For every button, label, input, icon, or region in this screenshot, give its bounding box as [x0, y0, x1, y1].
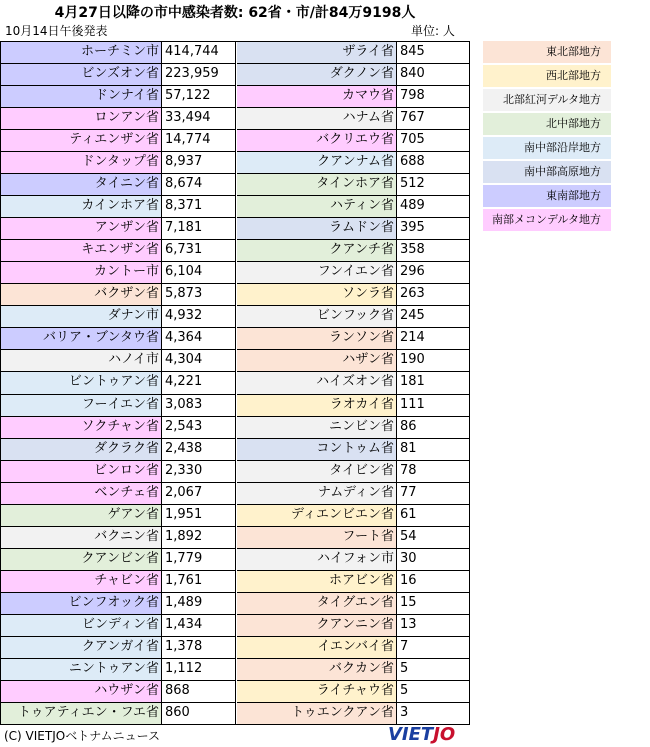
province-name: ハイフォン市 — [237, 549, 397, 570]
province-name: ホアビン省 — [237, 571, 397, 592]
case-count: 181 — [397, 372, 469, 393]
date-note: 10月14日午後発表 — [5, 24, 108, 38]
province-name: ハウザン省 — [1, 681, 162, 702]
province-name: フンイエン省 — [237, 262, 397, 283]
case-count: 1,761 — [162, 571, 235, 592]
case-count: 489 — [397, 196, 469, 217]
province-name: ドンナイ省 — [1, 86, 162, 107]
table-row — [237, 549, 469, 571]
region-legend — [483, 41, 611, 233]
table-row — [1, 439, 235, 461]
province-name: コントゥム省 — [237, 439, 397, 460]
province-name: タイグエン省 — [237, 593, 397, 614]
province-name: ハザン省 — [237, 350, 397, 371]
province-name: タイニン省 — [1, 174, 162, 195]
case-count: 8,674 — [162, 174, 235, 195]
case-count: 78 — [397, 461, 469, 482]
province-name: ホーチミン市 — [1, 42, 162, 63]
case-count: 688 — [397, 152, 469, 173]
table-row — [1, 417, 235, 439]
vietjo-logo — [388, 724, 455, 745]
province-name: ベンチェ省 — [1, 483, 162, 504]
table-row — [1, 549, 235, 571]
case-count: 33,494 — [162, 108, 235, 129]
province-name: バリア・ブンタウ省 — [1, 328, 162, 349]
case-count: 8,371 — [162, 196, 235, 217]
case-count: 1,112 — [162, 659, 235, 680]
province-name: ビントゥアン省 — [1, 372, 162, 393]
table-row — [237, 196, 469, 218]
table-row — [1, 328, 235, 350]
province-name: バクリエウ省 — [237, 130, 397, 151]
table-row — [237, 527, 469, 549]
case-count: 2,330 — [162, 461, 235, 482]
case-count: 5 — [397, 681, 469, 702]
table-row — [1, 306, 235, 328]
province-name: ドンタップ省 — [1, 152, 162, 173]
case-count: 86 — [397, 417, 469, 438]
province-name: ニンビン省 — [237, 417, 397, 438]
table-row — [1, 130, 235, 152]
legend-item: 南部メコンデルタ地方 — [483, 209, 611, 231]
table-row — [237, 615, 469, 637]
table-row — [237, 86, 469, 108]
province-name: ソンラ省 — [237, 284, 397, 305]
province-name: ニントゥアン省 — [1, 659, 162, 680]
province-name: ダクノン省 — [237, 64, 397, 85]
case-count: 6,731 — [162, 240, 235, 261]
province-name: バクカン省 — [237, 659, 397, 680]
table-row — [1, 637, 235, 659]
table-row — [237, 284, 469, 306]
case-count: 1,892 — [162, 527, 235, 548]
province-name: トゥエンクアン省 — [237, 703, 397, 724]
table-row — [1, 527, 235, 549]
table-row — [237, 483, 469, 505]
case-count: 4,932 — [162, 306, 235, 327]
case-count: 245 — [397, 306, 469, 327]
table-row — [1, 372, 235, 394]
case-count: 214 — [397, 328, 469, 349]
table-row — [1, 108, 235, 130]
table-row — [1, 615, 235, 637]
case-count: 1,489 — [162, 593, 235, 614]
province-name: ビンフオック省 — [1, 593, 162, 614]
legend-item: 東南部地方 — [483, 185, 611, 207]
table-row — [1, 395, 235, 417]
table-row — [237, 395, 469, 417]
table-row — [237, 571, 469, 593]
province-name: ハナム省 — [237, 108, 397, 129]
table-row — [237, 152, 469, 174]
case-count: 705 — [397, 130, 469, 151]
case-count: 77 — [397, 483, 469, 504]
province-name: クアンガイ省 — [1, 637, 162, 658]
table-row — [1, 681, 235, 703]
province-name: タインホア省 — [237, 174, 397, 195]
province-name: タイビン省 — [237, 461, 397, 482]
case-count: 1,434 — [162, 615, 235, 636]
table-row — [1, 593, 235, 615]
case-count: 767 — [397, 108, 469, 129]
table-row — [1, 505, 235, 527]
case-count: 1,378 — [162, 637, 235, 658]
case-count: 16 — [397, 571, 469, 592]
case-count: 190 — [397, 350, 469, 371]
legend-item: 東北部地方 — [483, 41, 611, 63]
table-row — [237, 659, 469, 681]
table-row — [1, 659, 235, 681]
table-row — [237, 461, 469, 483]
case-count: 860 — [162, 703, 235, 724]
table-row — [237, 64, 469, 86]
case-count: 81 — [397, 439, 469, 460]
province-name: カマウ省 — [237, 86, 397, 107]
case-count: 7 — [397, 637, 469, 658]
table-row — [1, 350, 235, 372]
table-row — [1, 483, 235, 505]
province-name: カインホア省 — [1, 196, 162, 217]
case-count: 868 — [162, 681, 235, 702]
table-row — [1, 152, 235, 174]
case-count: 3 — [397, 703, 469, 724]
province-name: トゥアティエン・フエ省 — [1, 703, 162, 724]
province-name: ナムディン省 — [237, 483, 397, 504]
province-name: フート省 — [237, 527, 397, 548]
table-row — [237, 593, 469, 615]
table-row — [1, 262, 235, 284]
table-row — [1, 174, 235, 196]
table-row — [1, 240, 235, 262]
table-row — [1, 42, 235, 64]
case-count: 54 — [397, 527, 469, 548]
case-count: 1,951 — [162, 505, 235, 526]
province-name: ハティン省 — [237, 196, 397, 217]
province-name: ダクラク省 — [1, 439, 162, 460]
case-count: 2,067 — [162, 483, 235, 504]
table-column-left — [1, 42, 236, 724]
table-row — [237, 262, 469, 284]
case-count: 6,104 — [162, 262, 235, 283]
case-count: 798 — [397, 86, 469, 107]
table-row — [237, 240, 469, 262]
case-count: 3,083 — [162, 395, 235, 416]
province-name: バクザン省 — [1, 284, 162, 305]
province-name: ラムドン省 — [237, 218, 397, 239]
case-count: 4,221 — [162, 372, 235, 393]
province-name: ビンフック省 — [237, 306, 397, 327]
table-row — [237, 637, 469, 659]
province-name: ランソン省 — [237, 328, 397, 349]
table-row — [237, 372, 469, 394]
case-count: 111 — [397, 395, 469, 416]
province-name: ザライ省 — [237, 42, 397, 63]
province-name: ソクチャン省 — [1, 417, 162, 438]
legend-item: 南中部沿岸地方 — [483, 137, 611, 159]
case-count: 395 — [397, 218, 469, 239]
data-table — [0, 41, 470, 725]
case-count: 7,181 — [162, 218, 235, 239]
table-row — [1, 218, 235, 240]
province-name: バクニン省 — [1, 527, 162, 548]
copyright-footer: (C) VIETJOベトナムニュース — [4, 729, 161, 743]
unit-note: 単位: 人 — [411, 24, 455, 38]
case-count: 840 — [397, 64, 469, 85]
table-row — [237, 174, 469, 196]
legend-item: 北部紅河デルタ地方 — [483, 89, 611, 111]
case-count: 512 — [397, 174, 469, 195]
legend-item: 北中部地方 — [483, 113, 611, 135]
province-name: イエンバイ省 — [237, 637, 397, 658]
case-count: 414,744 — [162, 42, 235, 63]
logo-accent: JO — [433, 724, 456, 745]
table-row — [1, 196, 235, 218]
case-count: 2,543 — [162, 417, 235, 438]
case-count: 13 — [397, 615, 469, 636]
table-row — [237, 130, 469, 152]
case-count: 845 — [397, 42, 469, 63]
table-row — [237, 350, 469, 372]
province-name: ディエンビエン省 — [237, 505, 397, 526]
case-count: 5,873 — [162, 284, 235, 305]
table-row — [1, 64, 235, 86]
table-row — [1, 86, 235, 108]
table-row — [237, 703, 469, 724]
case-count: 223,959 — [162, 64, 235, 85]
logo-main: VIET — [388, 724, 434, 745]
table-row — [237, 505, 469, 527]
table-row — [237, 108, 469, 130]
province-name: クアンチ省 — [237, 240, 397, 261]
table-row — [237, 328, 469, 350]
table-row — [237, 306, 469, 328]
case-count: 61 — [397, 505, 469, 526]
province-name: キエンザン省 — [1, 240, 162, 261]
case-count: 1,779 — [162, 549, 235, 570]
province-name: ダナン市 — [1, 306, 162, 327]
province-name: チャビン省 — [1, 571, 162, 592]
chart-title: 4月27日以降の市中感染者数: 62省・市/計84万9198人 — [54, 5, 416, 21]
legend-item: 西北部地方 — [483, 65, 611, 87]
province-name: ロンアン省 — [1, 108, 162, 129]
table-row — [1, 571, 235, 593]
province-name: カントー市 — [1, 262, 162, 283]
province-name: ビンロン省 — [1, 461, 162, 482]
case-count: 4,304 — [162, 350, 235, 371]
case-count: 57,122 — [162, 86, 235, 107]
province-name: ゲアン省 — [1, 505, 162, 526]
table-row — [1, 461, 235, 483]
case-count: 296 — [397, 262, 469, 283]
table-row — [237, 439, 469, 461]
case-count: 5 — [397, 659, 469, 680]
province-name: ラオカイ省 — [237, 395, 397, 416]
case-count: 358 — [397, 240, 469, 261]
province-name: クアンナム省 — [237, 152, 397, 173]
table-row — [237, 42, 469, 64]
case-count: 15 — [397, 593, 469, 614]
province-name: ライチャウ省 — [237, 681, 397, 702]
legend-item: 南中部高原地方 — [483, 161, 611, 183]
table-row — [237, 218, 469, 240]
case-count: 263 — [397, 284, 469, 305]
table-row — [237, 681, 469, 703]
province-name: クアンビン省 — [1, 549, 162, 570]
province-name: ハノイ市 — [1, 350, 162, 371]
case-count: 30 — [397, 549, 469, 570]
province-name: ハイズオン省 — [237, 372, 397, 393]
case-count: 8,937 — [162, 152, 235, 173]
table-row — [1, 703, 235, 724]
table-row — [1, 284, 235, 306]
case-count: 2,438 — [162, 439, 235, 460]
table-row — [237, 417, 469, 439]
province-name: ビンディン省 — [1, 615, 162, 636]
province-name: ビンズオン省 — [1, 64, 162, 85]
province-name: フーイエン省 — [1, 395, 162, 416]
province-name: アンザン省 — [1, 218, 162, 239]
province-name: クアンニン省 — [237, 615, 397, 636]
case-count: 14,774 — [162, 130, 235, 151]
table-column-right — [237, 42, 469, 724]
province-name: ティエンザン省 — [1, 130, 162, 151]
case-count: 4,364 — [162, 328, 235, 349]
